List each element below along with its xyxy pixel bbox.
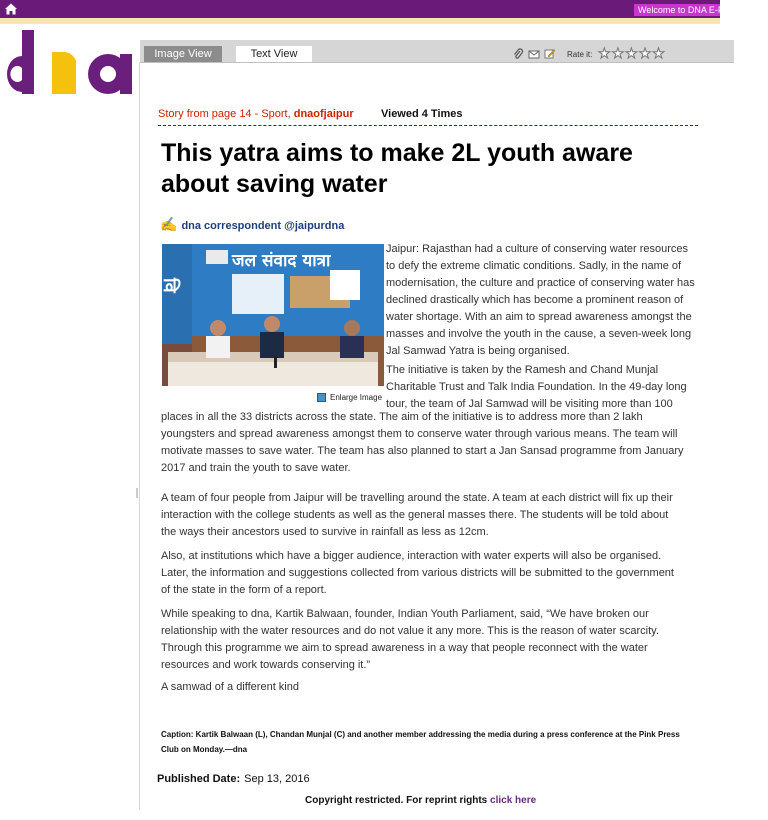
welcome-link[interactable]: Welcome to DNA E-Paper: [634, 4, 720, 16]
story-source-link[interactable]: dnaofjaipur: [293, 108, 354, 120]
story-page-info: Story from page 14 - Sport,: [158, 108, 294, 120]
view-count: Viewed 4 Times: [381, 108, 463, 120]
topbar-divider: [0, 18, 720, 24]
photo-caption: Caption: Kartik Balwaan (L), Chandan Munjal (C) and another member addressing the media during a press conference at the Pink Press Club on Monday.—dna: [161, 730, 680, 754]
enlarge-image-label: Enlarge Image: [330, 393, 383, 402]
article-paragraph: places in all the 33 districts across the state. The aim of the initiative is to address more than 2 lakh youngsters and spread awareness amongst them to conserve water through various means. The team will motivate masses to save water. The team has also planned to start a Jan Sansad programme from January 2017 and train the youth to save water.: [161, 411, 684, 474]
article-paragraph: A team of four people from Jaipur will be travelling around the state. A team at each district will fix up their interaction with the college students as well as the general masses there. The students will be told about the ways their ancestors used to survive in rainfall as less as 12cm.: [161, 492, 673, 538]
pen-icon: ✍: [160, 216, 178, 232]
star-icon[interactable]: ★: [638, 45, 652, 61]
top-bar: [0, 0, 742, 18]
star-icon[interactable]: ★: [598, 45, 611, 61]
article-paragraph: While speaking to dna, Kartik Balwaan, founder, Indian Youth Parliament, said, “We have broken our relationship with the water resources and do not value it any more. This is the reason of water scarcity. Through this programme we aim to spread awareness in a way that people reconnect with the water resources and work towards conserving it.”: [161, 608, 659, 671]
article-photo[interactable]: [159, 244, 384, 386]
comment-icon[interactable]: [544, 48, 556, 60]
published-label: Published Date:: [157, 773, 241, 785]
star-icon[interactable]: ★: [652, 45, 665, 61]
copyright-text: Copyright restricted. For reprint rights: [305, 795, 488, 806]
image-thumbnail-icon: [317, 393, 326, 402]
article-paragraph: Jaipur: Rajasthan had a culture of conserving water resources to defy the extreme climatic conditions. Sadly, in the name of modernisation, the culture and practice of conserving water has declined drastically which has become a prominent reason of water shortage. With an aim to spread awareness amongst the masses and involve the youth in the cause, a seven-week long Jal Samwad Yatra is being organised.: [386, 243, 695, 357]
home-icon[interactable]: [4, 2, 18, 16]
copyright-notice: [305, 795, 536, 806]
enlarge-image-link[interactable]: [317, 393, 382, 402]
content-left-border: [139, 62, 140, 810]
tab-image-view[interactable]: Image View: [144, 46, 222, 62]
article-paragraph: Also, at institutions which have a bigger audience, interaction with water experts will also be organised. Later, the information and suggestions collected from various districts will be submitted to the government of the state in the form of a report.: [161, 550, 674, 596]
byline-author[interactable]: dna correspondent @jaipurdna: [181, 220, 345, 232]
published-date: [157, 773, 310, 785]
article-headline: This yatra aims to make 2L youth aware about saving water: [161, 139, 633, 198]
rate-label: Rate it:: [567, 50, 593, 59]
attachment-icon[interactable]: [512, 48, 524, 60]
banner-title: जल संवाद यात्रा: [232, 251, 331, 271]
reprint-rights-link[interactable]: click here: [490, 795, 537, 806]
tab-text-view[interactable]: Text View: [236, 46, 312, 62]
story-source: [158, 108, 354, 120]
dna-logo[interactable]: [0, 30, 136, 96]
resize-handle[interactable]: [136, 488, 138, 498]
view-tabs-bar: [140, 40, 734, 63]
star-icon[interactable]: ★: [611, 45, 625, 61]
svg-text:वि: वि: [159, 278, 180, 293]
rating-stars[interactable]: [598, 45, 666, 63]
email-icon[interactable]: [528, 48, 540, 60]
star-icon[interactable]: ★: [625, 45, 638, 61]
article-paragraph: The initiative is taken by the Ramesh and Chand Munjal Charitable Trust and Talk India Foundation. In the 49-day long tour, the team of Jal Samwad will be visiting more than 100: [386, 364, 687, 410]
dashed-divider: [158, 125, 698, 126]
article-subheading: A samwad of a different kind: [161, 681, 299, 693]
byline: [160, 216, 344, 233]
published-value: Sep 13, 2016: [244, 773, 310, 785]
